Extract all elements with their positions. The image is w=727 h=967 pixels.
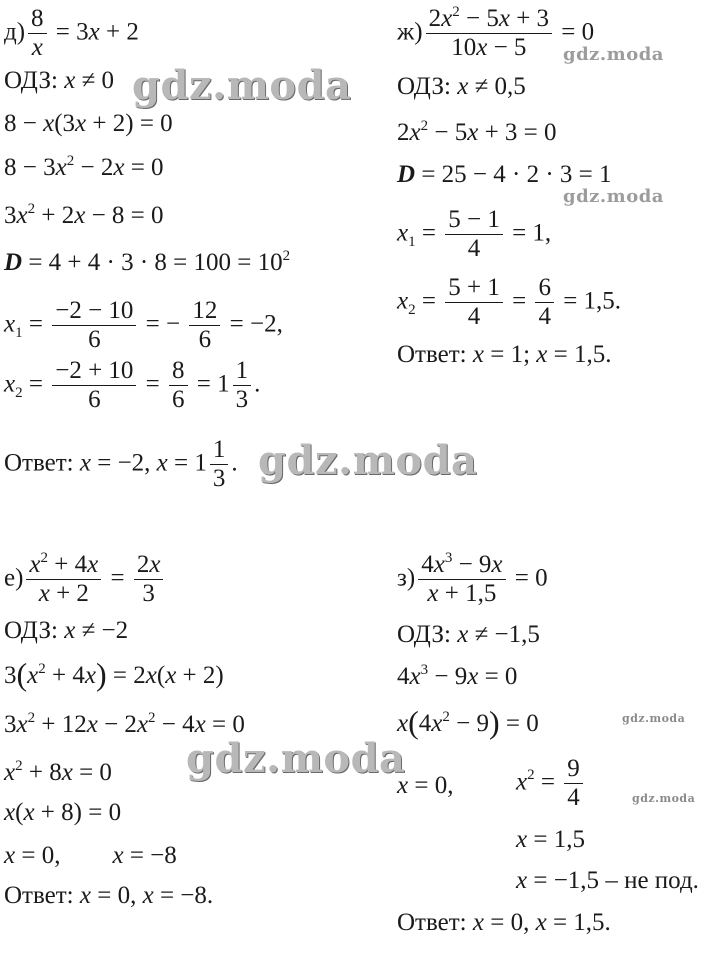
problem-e-answer: Ответ: x = 0, x = −8. [4, 882, 214, 909]
problem-z-root-negative: x = −1,5 – не под. [516, 867, 699, 894]
problem-zh-root-2: $x_2$ = $\frac{5 + 1}{4}$ = $\frac{6}{4}$ = 1,5. [397, 274, 622, 331]
problem-e-step-2: $3x^2 + 12x - 2x^2 - 4x = 0$ [4, 710, 245, 738]
problem-z-step-1: $4x^3 - 9x = 0$ [397, 662, 518, 690]
odz-label: ОДЗ: [4, 617, 58, 644]
watermark-logo: gdz.moda [563, 186, 664, 207]
watermark-logo: gdz.moda [563, 44, 664, 65]
problem-e-step-3: $x^2 + 8x = 0$ [4, 758, 112, 786]
problem-z-odz: ОДЗ: x ≠ −1,5 [397, 621, 540, 648]
problem-d-step-1: 8 − x(3x + 2) = 0 [4, 110, 173, 137]
rejected-note: – не под. [605, 867, 699, 894]
problem-d-label: д) [4, 18, 26, 46]
problem-z-step-2: $x(4x^2 - 9) = 0$ [397, 704, 539, 740]
answer-label: Ответ: [397, 341, 467, 368]
problem-d-equation: д) $\frac{8}{x}$ = 3x + 2 [4, 5, 139, 62]
problem-z-root-zero: x = 0, [397, 772, 454, 799]
problem-e-roots: x = 0, x = −8 [4, 842, 177, 869]
problem-d-answer: Ответ: x = −2, x = 1 $\frac{1}{3}$ . [4, 436, 238, 493]
problem-zh-step-1: $2x^2 - 5x + 3 = 0$ [397, 118, 557, 146]
problem-zh-root-1: $x_1$ = $\frac{5 - 1}{4}$ = 1, [397, 206, 552, 263]
problem-z-equation: з) $\frac{4x^3 - 9x}{x + 1,5}$ = 0 [397, 550, 548, 608]
odz-label: ОДЗ: [397, 73, 451, 100]
watermark-logo: gdz.moda [132, 62, 352, 109]
problem-e-step-1: $3(x^2 + 4x) = 2x(x + 2)$ [4, 656, 224, 692]
watermark-logo: gdz.moda [258, 437, 478, 484]
watermark-logo: gdz.moda [632, 792, 696, 805]
problem-d-step-3: $3x^2 + 2x - 8 = 0$ [4, 201, 164, 229]
answer-label: Ответ: [4, 882, 74, 909]
problem-d-step-2: $8 - 3x^2 - 2x = 0$ [4, 153, 164, 181]
problem-zh-odz: ОДЗ: x ≠ 0,5 [397, 73, 526, 100]
answer-label: Ответ: [397, 909, 467, 936]
problem-zh-answer: Ответ: x = 1; x = 1,5. [397, 341, 612, 368]
odz-label: ОДЗ: [4, 67, 58, 94]
problem-d-root-2: $x_2$ = $\frac{-2 + 10}{6}$ = $\frac{8}{6}$ = 1 $\frac{1}{3}$ . [4, 357, 261, 414]
problem-e-label: е) [4, 564, 24, 592]
problem-z-x-squared: $x^2$ = $\frac{9}{4}$ [516, 756, 586, 812]
problem-z-label: з) [397, 564, 416, 592]
problem-z-root-positive: x = 1,5 [516, 826, 585, 853]
answer-label: Ответ: [4, 449, 74, 477]
problem-d-discriminant: $D = 4 + 4 \cdot 3 \cdot 8 = 100 = 10^2$ [4, 248, 291, 276]
problem-e-equation: е) $\frac{x^2 + 4x}{x + 2}$ = $\frac{2x}{3}$ [4, 552, 166, 608]
problem-e-odz: ОДЗ: x ≠ −2 [4, 617, 129, 644]
problem-zh-label: ж) [397, 18, 423, 46]
problem-z-answer: Ответ: x = 0, x = 1,5. [397, 909, 611, 936]
problem-d-odz: ОДЗ: x ≠ 0 [4, 67, 115, 94]
problem-e-step-4: x(x + 8) = 0 [4, 799, 122, 826]
watermark-logo: gdz.moda [622, 712, 686, 725]
odz-label: ОДЗ: [397, 621, 451, 648]
watermark-logo: gdz.moda [186, 735, 406, 782]
problem-d-root-1: $x_1$ = $\frac{-2 - 10}{6}$ = − $\frac{12}{6}$ = −2, [4, 297, 283, 354]
problem-zh-discriminant: D = 25 − 4 · 2 · 3 = 1 [397, 161, 612, 188]
problem-zh-equation: ж) $\frac{2x^2 - 5x + 3}{10x - 5}$ = 0 [397, 4, 595, 62]
